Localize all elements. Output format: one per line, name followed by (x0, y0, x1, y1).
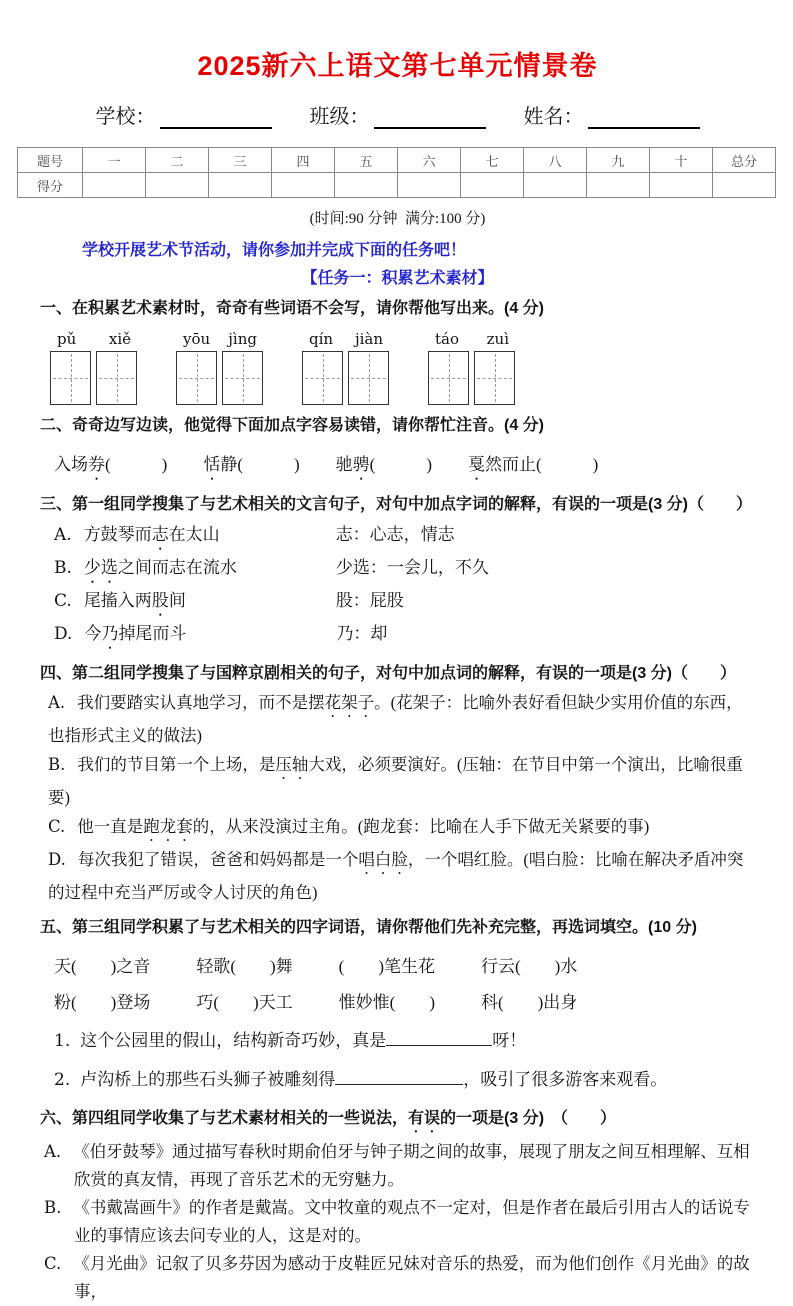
text-segment: 今 (84, 624, 102, 643)
student-field-blank[interactable] (160, 105, 272, 129)
pinyin-word-group (50, 330, 138, 405)
writing-box[interactable] (474, 351, 515, 405)
student-field (310, 100, 486, 129)
question-4-title: 四、第二组同学搜集了与国粹京剧相关的句子，对句中加点词的解释，有误的一项是(3 分)（ ） (40, 665, 737, 682)
pinyin-answer-bracket[interactable]: ( ) (369, 455, 432, 474)
score-table-header-cell: 一 (83, 148, 146, 173)
idiom-blank-word: 科( )出身 (480, 993, 578, 1012)
option-label: A. (44, 1142, 62, 1161)
option-row (54, 554, 755, 587)
fill-blank-line[interactable] (335, 1069, 463, 1085)
option-sentence (84, 521, 336, 554)
pinyin-labels (428, 330, 516, 348)
pinyin-word-group (176, 330, 264, 405)
option-explanation: 乃：却 (336, 624, 388, 643)
idiom-blank-word: 粉( )登场 (54, 993, 151, 1012)
score-table (17, 147, 776, 198)
dotted-character: 戛 (467, 455, 485, 474)
pinyin-label: qín (309, 330, 334, 348)
text-segment: 方鼓琴而 (83, 525, 152, 544)
score-table-header-cell: 十 (650, 148, 713, 173)
score-table-header-cell: 三 (209, 148, 272, 173)
pinyin-word-group (428, 330, 516, 405)
box-horizontal-guide (431, 378, 466, 379)
idiom-blank-word: 天( )之音 (54, 957, 151, 976)
option-text: 《伯牙鼓琴》通过描写春秋时期俞伯牙与钟子期之间的故事，展现了朋友之间互相理解、互相欣赏的真友情，再现了音乐艺术的无穷魅力。 (73, 1142, 750, 1189)
box-horizontal-guide (99, 378, 134, 379)
score-input-cell[interactable] (461, 173, 524, 198)
student-field-label: 姓名： (523, 106, 584, 128)
question-3-options (54, 521, 755, 653)
option-label: C. (48, 817, 66, 836)
fill-sentences (40, 1023, 755, 1098)
writing-box[interactable] (176, 351, 217, 405)
score-table-header-cell: 七 (461, 148, 524, 173)
task-banner: 【任务一：积累艺术素材】 (301, 270, 494, 287)
text-segment: 六、第四组同学收集了与艺术素材相关的一些说法， (40, 1110, 409, 1127)
score-input-cell[interactable] (146, 173, 209, 198)
idiom-row-2 (54, 986, 755, 1020)
dotted-character: 花架子 (324, 693, 375, 712)
writing-box[interactable] (428, 351, 469, 405)
option-row (54, 521, 755, 554)
dotted-character: 有误 (408, 1110, 441, 1127)
text-segment: 掉尾而斗 (118, 624, 187, 643)
text-segment: 的一项是(3 分) （ ） (440, 1110, 617, 1127)
score-input-cell[interactable] (209, 173, 272, 198)
pinyin-label: xiě (108, 330, 131, 348)
text-segment: ，一个唱红脸。(唱白脸：比喻在解决矛盾冲突的过程中充当严厉或令人讨厌的角色) (48, 850, 744, 902)
pinyin-labels (302, 330, 390, 348)
text-segment: 间 (168, 591, 186, 610)
writing-box[interactable] (222, 351, 263, 405)
text-segment: 的，从来没演过主角。(跑龙套：比喻在人手下做无关紧要的事) (192, 817, 650, 836)
writing-boxes (176, 351, 264, 405)
pinyin-word-group (302, 330, 390, 405)
option-sentence (84, 587, 336, 620)
student-field (96, 100, 272, 129)
pinyin-label: pǔ (57, 330, 77, 348)
option-row (48, 845, 755, 907)
question-2-title: 二、奇奇边写边读，他觉得下面加点字容易读错，请你帮忙注音。(4 分) (40, 417, 545, 434)
dotted-character: 志 (151, 525, 169, 544)
text-segment: 静 (220, 455, 238, 474)
option-explanation: 股：屁股 (335, 591, 404, 610)
box-horizontal-guide (477, 378, 512, 379)
option-label: B. (48, 755, 66, 774)
text-segment: 入场 (54, 455, 88, 474)
question-1-title: 一、在积累艺术素材时，奇奇有些词语不会写，请你帮他写出来。(4 分) (40, 300, 545, 317)
writing-box[interactable] (302, 351, 343, 405)
writing-boxes (428, 351, 516, 405)
dotted-character: 骋 (352, 455, 370, 474)
q2-item (336, 450, 432, 484)
option-label: C. (44, 1254, 62, 1273)
pinyin-label: zuì (486, 330, 509, 348)
student-field-label: 班级： (309, 106, 370, 128)
fill-text-before: 卢沟桥上的那些石头狮子被雕刻得 (80, 1070, 336, 1089)
score-row-label: 得分 (18, 173, 83, 198)
score-table-score-row (18, 173, 776, 198)
score-table-header-cell: 总分 (713, 148, 776, 173)
writing-box[interactable] (348, 351, 389, 405)
fill-number: 1. (54, 1031, 71, 1051)
option-row (44, 1250, 755, 1306)
fill-sentence (54, 1062, 755, 1098)
writing-boxes (302, 351, 390, 405)
score-table-header-cell: 九 (587, 148, 650, 173)
score-table-header-cell: 五 (335, 148, 398, 173)
text-segment: 在太山 (168, 525, 220, 544)
option-label: B. (44, 1198, 62, 1217)
box-horizontal-guide (179, 378, 214, 379)
writing-box[interactable] (96, 351, 137, 405)
score-table-header-cell: 二 (146, 148, 209, 173)
text-segment: 我们要踏实认真地学习，而不是摆 (77, 693, 325, 712)
score-input-cell[interactable] (713, 173, 776, 198)
option-label: D. (54, 624, 73, 644)
option-label: A. (54, 525, 72, 545)
option-label: A. (48, 693, 66, 712)
text-segment: 驰 (335, 455, 353, 474)
score-input-cell[interactable] (398, 173, 461, 198)
box-horizontal-guide (53, 378, 88, 379)
score-input-cell[interactable] (335, 173, 398, 198)
pinyin-answer-bracket[interactable]: ( ) (535, 455, 599, 474)
box-horizontal-guide (305, 378, 340, 379)
option-label: D. (48, 850, 66, 869)
student-field-blank[interactable] (588, 105, 700, 129)
time-score-line: (时间:90 分钟 满分:100 分) (309, 211, 486, 227)
pinyin-label: táo (435, 330, 460, 348)
idiom-blank-word: 轻歌( )舞 (196, 957, 293, 976)
fill-sentence (54, 1023, 755, 1059)
score-input-cell[interactable] (524, 173, 587, 198)
idiom-blank-word: 惟妙惟( ) (338, 993, 435, 1012)
text-segment: 尾搐入两 (83, 591, 152, 610)
option-row (44, 1138, 755, 1194)
option-label: C. (54, 591, 72, 611)
idiom-row-1 (54, 950, 755, 984)
idiom-blank-word: 巧( )天工 (196, 993, 293, 1012)
score-input-cell[interactable] (587, 173, 650, 198)
option-row (48, 812, 755, 845)
option-row (44, 1194, 755, 1250)
pinyin-labels (176, 330, 264, 348)
pinyin-label: jiàn (354, 330, 383, 348)
dotted-character: 少选 (83, 558, 118, 577)
fill-text-before: 这个公园里的假山，结构新奇巧妙，真是 (80, 1031, 387, 1050)
option-row (54, 620, 755, 653)
dotted-character: 股 (151, 591, 169, 610)
score-input-cell[interactable] (272, 173, 335, 198)
question-6-options (40, 1138, 755, 1306)
pinyin-answer-bracket[interactable]: ( ) (105, 455, 168, 474)
student-info-row (40, 100, 755, 129)
student-field-label: 学校： (95, 106, 156, 128)
idiom-blank-word: ( )笔生花 (338, 957, 435, 976)
box-horizontal-guide (225, 378, 260, 379)
writing-grid-row (50, 330, 755, 405)
q2-item (54, 450, 167, 484)
annotation-items-row (54, 450, 755, 484)
question-5-title: 五、第三组同学积累了与艺术相关的四字词语，请你帮他们先补充完整，再选词填空。(10 分) (40, 919, 697, 936)
option-label: B. (54, 558, 72, 578)
text-segment: 之间而志在流水 (117, 558, 237, 577)
text-segment: 他一直是 (77, 817, 144, 836)
pinyin-answer-bracket[interactable]: ( ) (237, 455, 300, 474)
option-explanation: 少选：一会儿，不久 (335, 558, 489, 577)
question-6-title (40, 1106, 755, 1136)
score-table-header-cell: 八 (524, 148, 587, 173)
text-segment: 我们的节目第一个上场，是 (77, 755, 276, 774)
box-horizontal-guide (351, 378, 386, 379)
option-row (54, 587, 755, 620)
scenario-line: 学校开展艺术节活动，请你参加并完成下面的任务吧！ (82, 242, 467, 259)
dotted-character: 跑龙套 (143, 817, 193, 836)
option-sentence (84, 620, 336, 653)
score-table-header-row (18, 148, 776, 173)
fill-blank-line[interactable] (386, 1030, 492, 1046)
idiom-blank-word: 行云( )水 (480, 957, 578, 976)
option-sentence (84, 554, 336, 587)
writing-boxes (50, 351, 138, 405)
pinyin-labels (50, 330, 138, 348)
text-segment: 大戏，必须要演好。(压轴：在节目中第一个演出，比喻很重要) (48, 755, 743, 807)
dotted-character: 恬 (203, 455, 221, 474)
text-segment: 每次我犯了错误，爸爸和妈妈都是一个 (77, 850, 359, 869)
score-table-header-cell: 题号 (18, 148, 83, 173)
dotted-character: 唱白脸 (358, 850, 408, 869)
text-segment: 。(花架子：比喻外表好看但缺少实用价值的东西，也指形式主义的做法) (48, 693, 743, 745)
pinyin-label: yōu (183, 330, 211, 348)
score-table-header-cell: 四 (272, 148, 335, 173)
score-input-cell[interactable] (83, 173, 146, 198)
student-field-blank[interactable] (374, 105, 486, 129)
question-3-title: 三、第一组同学搜集了与艺术相关的文言句子，对句中加点字词的解释，有误的一项是(3 分)（ ） (40, 496, 753, 513)
option-text: 《月光曲》记叙了贝多芬因为感动于皮鞋匠兄妹对音乐的热爱，而为他们创作《月光曲》的故事， (73, 1254, 750, 1301)
q2-item (468, 450, 598, 484)
score-table-header-cell: 六 (398, 148, 461, 173)
question-4-options (48, 688, 755, 907)
fill-number: 2. (54, 1070, 71, 1090)
dotted-character: 压轴 (275, 755, 309, 774)
student-field (524, 100, 700, 129)
option-row (48, 688, 755, 750)
option-row (48, 750, 755, 812)
q2-item (203, 450, 299, 484)
dotted-character: 乃 (101, 624, 119, 643)
score-input-cell[interactable] (650, 173, 713, 198)
option-explanation: 志：心志，情志 (335, 525, 455, 544)
fill-text-after: ，吸引了很多游客来观看。 (463, 1070, 668, 1089)
writing-box[interactable] (50, 351, 91, 405)
text-segment: 然而止 (484, 455, 536, 474)
fill-text-after: 呀！ (492, 1031, 527, 1050)
dotted-character: 券 (88, 455, 105, 474)
pinyin-label: jìng (228, 330, 257, 348)
option-text: 《书戴嵩画牛》的作者是戴嵩。文中牧童的观点不一定对，但是作者在最后引用古人的话说专业的事情应该去问专业的人，这是对的。 (73, 1198, 750, 1245)
page-title: 2025新六上语文第七单元情景卷 (197, 51, 598, 81)
